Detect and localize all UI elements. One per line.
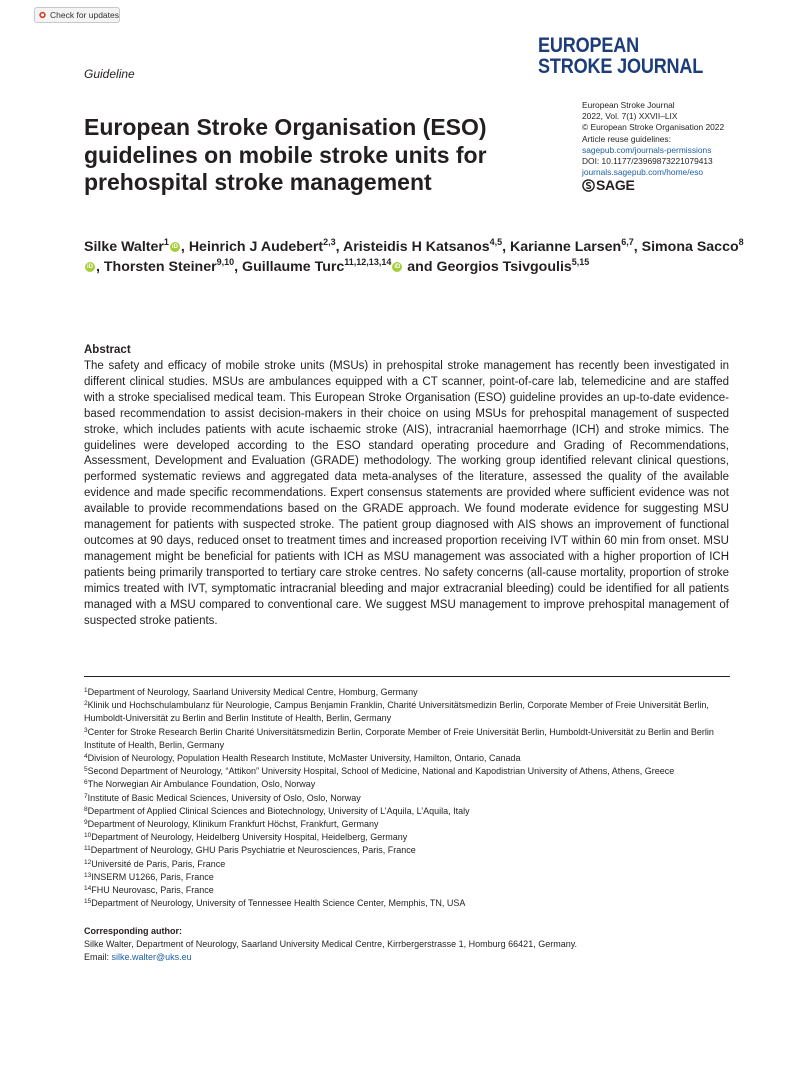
affiliation-item [84, 858, 734, 871]
affiliation-number: 11 [84, 845, 91, 853]
corresponding-address: Silke Walter, Department of Neurology, Saarland University Medical Centre, Kirrbergerstrasse 1, Homburg 66421, Germany. [84, 939, 578, 950]
author-name: Silke Walter [84, 239, 164, 255]
author-separator: , [633, 239, 642, 255]
affiliation-text: Center for Stroke Research Berlin Charité Universitätsmedizin Berlin, Corporate Member of Freie Universität Berlin, Humboldt-Universität zu Berlin and Berlin Institute of Health, Berlin, Germany [84, 726, 714, 750]
author-affiliation-sup: 6,7 [621, 237, 634, 247]
affiliation-item [84, 699, 734, 725]
affiliation-item [84, 792, 734, 805]
author-separator: and [403, 259, 437, 276]
affiliation-number: 6 [84, 779, 88, 787]
author-affiliation-sup: 8 [738, 237, 744, 247]
corresponding-email-line [84, 951, 734, 964]
author-separator: , [234, 259, 243, 276]
crossmark-icon [39, 10, 46, 20]
affiliation-item [84, 831, 734, 844]
affiliation-text: Klinik und Hochschulambulanz für Neurologie, Campus Benjamin Franklin, Charité Universitätsmedizin Berlin, Corporate Member of Freie Universität Berlin, Humboldt-Universität zu Berlin and Berlin Institute of Health, Berlin, Germany [84, 700, 709, 724]
affiliation-number: 3 [84, 726, 88, 734]
affiliation-item [84, 897, 734, 910]
affiliation-item [84, 818, 734, 831]
affiliation-number: 15 [84, 898, 92, 906]
journal-info [582, 100, 752, 192]
author-affiliation-sup: 4,5 [489, 237, 503, 247]
author-affiliation-sup: 11,12,13,14 [344, 257, 392, 268]
author-separator: , [335, 239, 343, 255]
affiliation-number: 9 [84, 819, 88, 827]
affiliation-text: Division of Neurology, Population Health Research Institute, McMaster University, Hamilton, Ontario, Canada [87, 753, 521, 764]
abstract-text: The safety and efficacy of mobile stroke units (MSUs) in prehospital stroke management has recently been investigated in different clinical studies. MSUs are ambulances equipped with a CT scanner, point-of-care lab, telemedicine and are staffed with a stroke specialised medical team. This European Stroke Organisation (ESO) guideline provides an up-to-date evidence-based recommendation to assist decision-makers in their choice on using MSUs for prehospital management of suspected stroke, which includes patients with acute ischaemic stroke (AIS), intracranial haemorrhage (ICH) and stroke mimics. The guidelines were developed according to the ESO standard operating procedure and Grading of Recommendations, Assessment, Development and Evaluation (GRADE) methodology. The working group identified relevant clinical questions, performed systematic reviews and aggregated data meta-analyses of the literature, assessed the quality of the available evidence and made specific recommendations. Expert consensus statements are provided where sufficient evidence was not available to provide recommendations based on the GRADE approach. We found moderate evidence for suggesting MSU management for patients with suspected stroke. The patient group diagnosed with AIS shows an improvement of functional outcomes at 90 days, reduced onset to treatment times and increased proportion receiving IVT within 60 min from onset. MSU management might be beneficial for patients with ICH as MSU management was associated with a higher proportion of ICH patients being primarily transported to tertiary care stroke centres. No safety concerns (all-cause mortality, proportion of stroke mimics treated with IVT, symptomatic intracranial bleeding and major extracranial bleeding) could be identified for all patients managed with a MSU compared to conventional care. We suggest MSU management to improve prehospital management of suspected stroke patients. [84, 360, 729, 627]
sage-logo [582, 179, 752, 192]
article-title: European Stroke Organisation (ESO) guidelines on mobile stroke units for prehospital stroke management [84, 114, 487, 195]
affiliation-text: Department of Neurology, GHU Paris Psychiatrie et Neurosciences, Paris, France [90, 845, 416, 856]
journal-logo-line1: EUROPEAN [537, 34, 639, 57]
affiliation-item [84, 765, 734, 778]
author-name: Aristeidis H Katsanos [342, 239, 490, 255]
journal-name: European Stroke Journal [582, 100, 675, 110]
affiliation-number: 2 [84, 700, 88, 708]
reuse-link[interactable]: sagepub.com/journals-permissions [582, 144, 712, 155]
author-list [84, 237, 744, 277]
affiliation-text: The Norwegian Air Ambulance Foundation, Oslo, Norway [87, 779, 316, 790]
affiliation-number: 14 [84, 885, 92, 893]
affiliation-item [84, 778, 734, 791]
author-name: Karianne Larsen [510, 239, 622, 255]
affiliation-number: 7 [84, 792, 88, 800]
orcid-icon[interactable] [170, 242, 180, 252]
affiliations-list [84, 686, 734, 910]
orcid-icon[interactable] [392, 262, 402, 272]
affiliation-text: Department of Neurology, Klinikum Frankfurt Höchst, Frankfurt, Germany [87, 819, 379, 830]
author-name: Simona Sacco [641, 239, 739, 255]
affiliation-number: 5 [84, 766, 88, 774]
affiliation-text: INSERM U1266, Paris, France [91, 871, 214, 882]
affiliation-number: 1 [84, 687, 88, 694]
affiliation-item [84, 752, 734, 765]
author-name: Guillaume Turc [242, 259, 345, 276]
affiliation-item [84, 805, 734, 818]
section-label: Guideline [84, 67, 135, 81]
sage-logo-text: SAGE [596, 177, 635, 194]
affiliation-text: Department of Neurology, Heidelberg University Hospital, Heidelberg, Germany [91, 832, 408, 843]
affiliation-text: Second Department of Neurology, “Attikon” University Hospital, School of Medicine, National and Kapodistrian University of Athens, Athens, Greece [87, 766, 675, 777]
affiliation-item [84, 884, 734, 897]
affiliation-text: Department of Neurology, Saarland University Medical Centre, Homburg, Germany [87, 687, 418, 697]
journal-home-link[interactable]: journals.sagepub.com/home/eso [582, 167, 704, 178]
affiliation-text: FHU Neurovasc, Paris, France [91, 885, 214, 896]
affiliation-number: 4 [84, 753, 88, 761]
reuse-label: Article reuse guidelines: [582, 133, 671, 144]
affiliation-item [84, 686, 734, 699]
author-name: Thorsten Steiner [103, 259, 217, 276]
affiliation-number: 10 [84, 832, 92, 840]
email-link[interactable]: silke.walter@uks.eu [111, 952, 192, 963]
badge-label: Check for updates [50, 10, 119, 20]
check-for-updates-badge[interactable] [34, 7, 120, 23]
author-separator: , [180, 239, 189, 255]
author-affiliation-sup: 5,15 [571, 257, 590, 268]
author-affiliation-sup: 9,10 [216, 257, 235, 268]
affiliation-text: Department of Neurology, University of Tennessee Health Science Center, Memphis, TN, USA [91, 898, 466, 909]
author-affiliation-sup: 2,3 [323, 237, 336, 247]
affiliation-text: Université de Paris, Paris, France [91, 858, 226, 869]
affiliation-item [84, 871, 734, 884]
abstract-heading: Abstract [84, 344, 131, 356]
affiliation-item [84, 726, 734, 752]
journal-logo[interactable] [538, 36, 730, 78]
journal-logo-line2: STROKE JOURNAL [537, 55, 704, 78]
copyright: © European Stroke Organisation 2022 [582, 122, 725, 133]
author-separator: , [502, 239, 511, 255]
affiliation-text: Institute of Basic Medical Sciences, University of Oslo, Oslo, Norway [87, 792, 361, 803]
author-name: Georgios Tsivgoulis [436, 259, 572, 276]
affiliation-number: 13 [84, 871, 92, 879]
footnote-divider [84, 676, 730, 677]
affiliation-number: 12 [84, 858, 92, 866]
affiliation-number: 8 [84, 805, 88, 813]
affiliation-text: Department of Applied Clinical Sciences and Biotechnology, University of L’Aquila, L’Aquila, Italy [87, 805, 470, 816]
author-affiliation-sup: 1 [163, 237, 169, 247]
email-label: Email: [84, 952, 112, 963]
affiliation-item [84, 844, 734, 857]
corresponding-heading: Corresponding author: [84, 926, 182, 936]
journal-volume: 2022, Vol. 7(1) XXVII–LIX [582, 111, 678, 122]
doi: DOI: 10.1177/23969873221079413 [582, 156, 713, 167]
author-separator: , [96, 259, 104, 276]
corresponding-author [84, 925, 734, 965]
sage-icon [582, 179, 595, 192]
orcid-icon[interactable] [85, 262, 95, 272]
author-name: Heinrich J Audebert [188, 239, 324, 255]
